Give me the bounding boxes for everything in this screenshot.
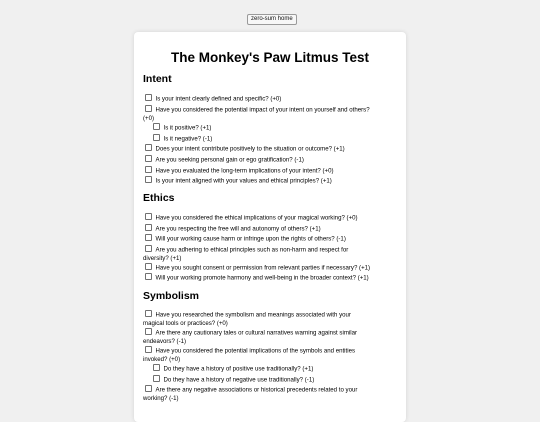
checkbox[interactable] [153,123,160,130]
checkbox[interactable] [145,94,152,101]
checkbox[interactable] [145,273,152,280]
checkbox[interactable] [153,134,160,141]
checklist-item[interactable]: Are you respecting the free will and autonomy of others? (+1) [143,224,400,234]
checkbox[interactable] [145,346,152,353]
checklist-item[interactable]: Have you evaluated the long-term implications of your intent? (+0) [143,166,400,176]
checklist-item[interactable]: Have you considered the potential implications of the symbols and entities invoked? (+0) [143,347,356,363]
checkbox[interactable] [145,166,152,173]
checkbox[interactable] [145,245,152,252]
checklist-item[interactable]: Are you adhering to ethical principles such as non-harm and respect for diversity? (+1) [143,246,349,262]
page-title: The Monkey's Paw Litmus Test [170,50,369,65]
checkbox[interactable] [145,224,152,231]
checklist-subitem[interactable]: Is it negative? (-1) [151,134,400,144]
checkbox[interactable] [145,328,152,335]
checklist-item[interactable]: Have you researched the symbolism and meanings associated with your magical tools or practices? (+0) [143,311,351,327]
home-link[interactable]: zero-sum home [247,14,297,25]
checkbox[interactable] [145,213,152,220]
checklist-item[interactable]: Are there any negative associations or historical precedents related to your working? (-1) [143,386,358,402]
checkbox[interactable] [145,155,152,162]
section-heading-ethics: Ethics [143,192,175,204]
checkbox[interactable] [153,364,160,371]
checklist-item[interactable]: Are there any cautionary tales or cultural narratives warning against similar endeavors? (-1) [143,329,358,345]
checkbox[interactable] [145,144,152,151]
checklist-subitem[interactable]: Do they have a history of negative use traditionally? (-1) [151,375,400,385]
checkbox[interactable] [145,310,152,317]
checklist-item[interactable]: Is your intent clearly defined and specific? (+0) [143,94,400,104]
checkbox[interactable] [145,105,152,112]
checkbox[interactable] [145,234,152,241]
checkbox[interactable] [145,385,152,392]
checklist-item[interactable]: Have you sought consent or permission from relevant parties if necessary? (+1) [143,263,400,273]
checklist-item[interactable]: Does your intent contribute positively to the situation or outcome? (+1) [143,144,400,154]
checklist-subitem[interactable]: Do they have a history of positive use traditionally? (+1) [151,364,400,374]
checkbox[interactable] [145,176,152,183]
checkbox[interactable] [145,263,152,270]
section-heading-symbolism: Symbolism [143,290,200,302]
checklist-item[interactable]: Have you considered the potential impact of your intent on yourself and others? (+0) [143,106,370,122]
checklist-item[interactable]: Will your working cause harm or infringe upon the rights of others? (-1) [143,234,400,244]
checkbox[interactable] [153,375,160,382]
checklist-item[interactable]: Have you considered the ethical implications of your magical working? (+0) [143,213,400,223]
checklist-subitem[interactable]: Is it positive? (+1) [151,123,400,133]
checklist-item[interactable]: Will your working promote harmony and well-being in the broader context? (+1) [143,273,400,283]
checklist-item[interactable]: Are you seeking personal gain or ego gratification? (-1) [143,155,400,165]
checklist-item[interactable]: Is your intent aligned with your values and ethical principles? (+1) [143,176,400,186]
section-heading-intent: Intent [143,73,172,85]
